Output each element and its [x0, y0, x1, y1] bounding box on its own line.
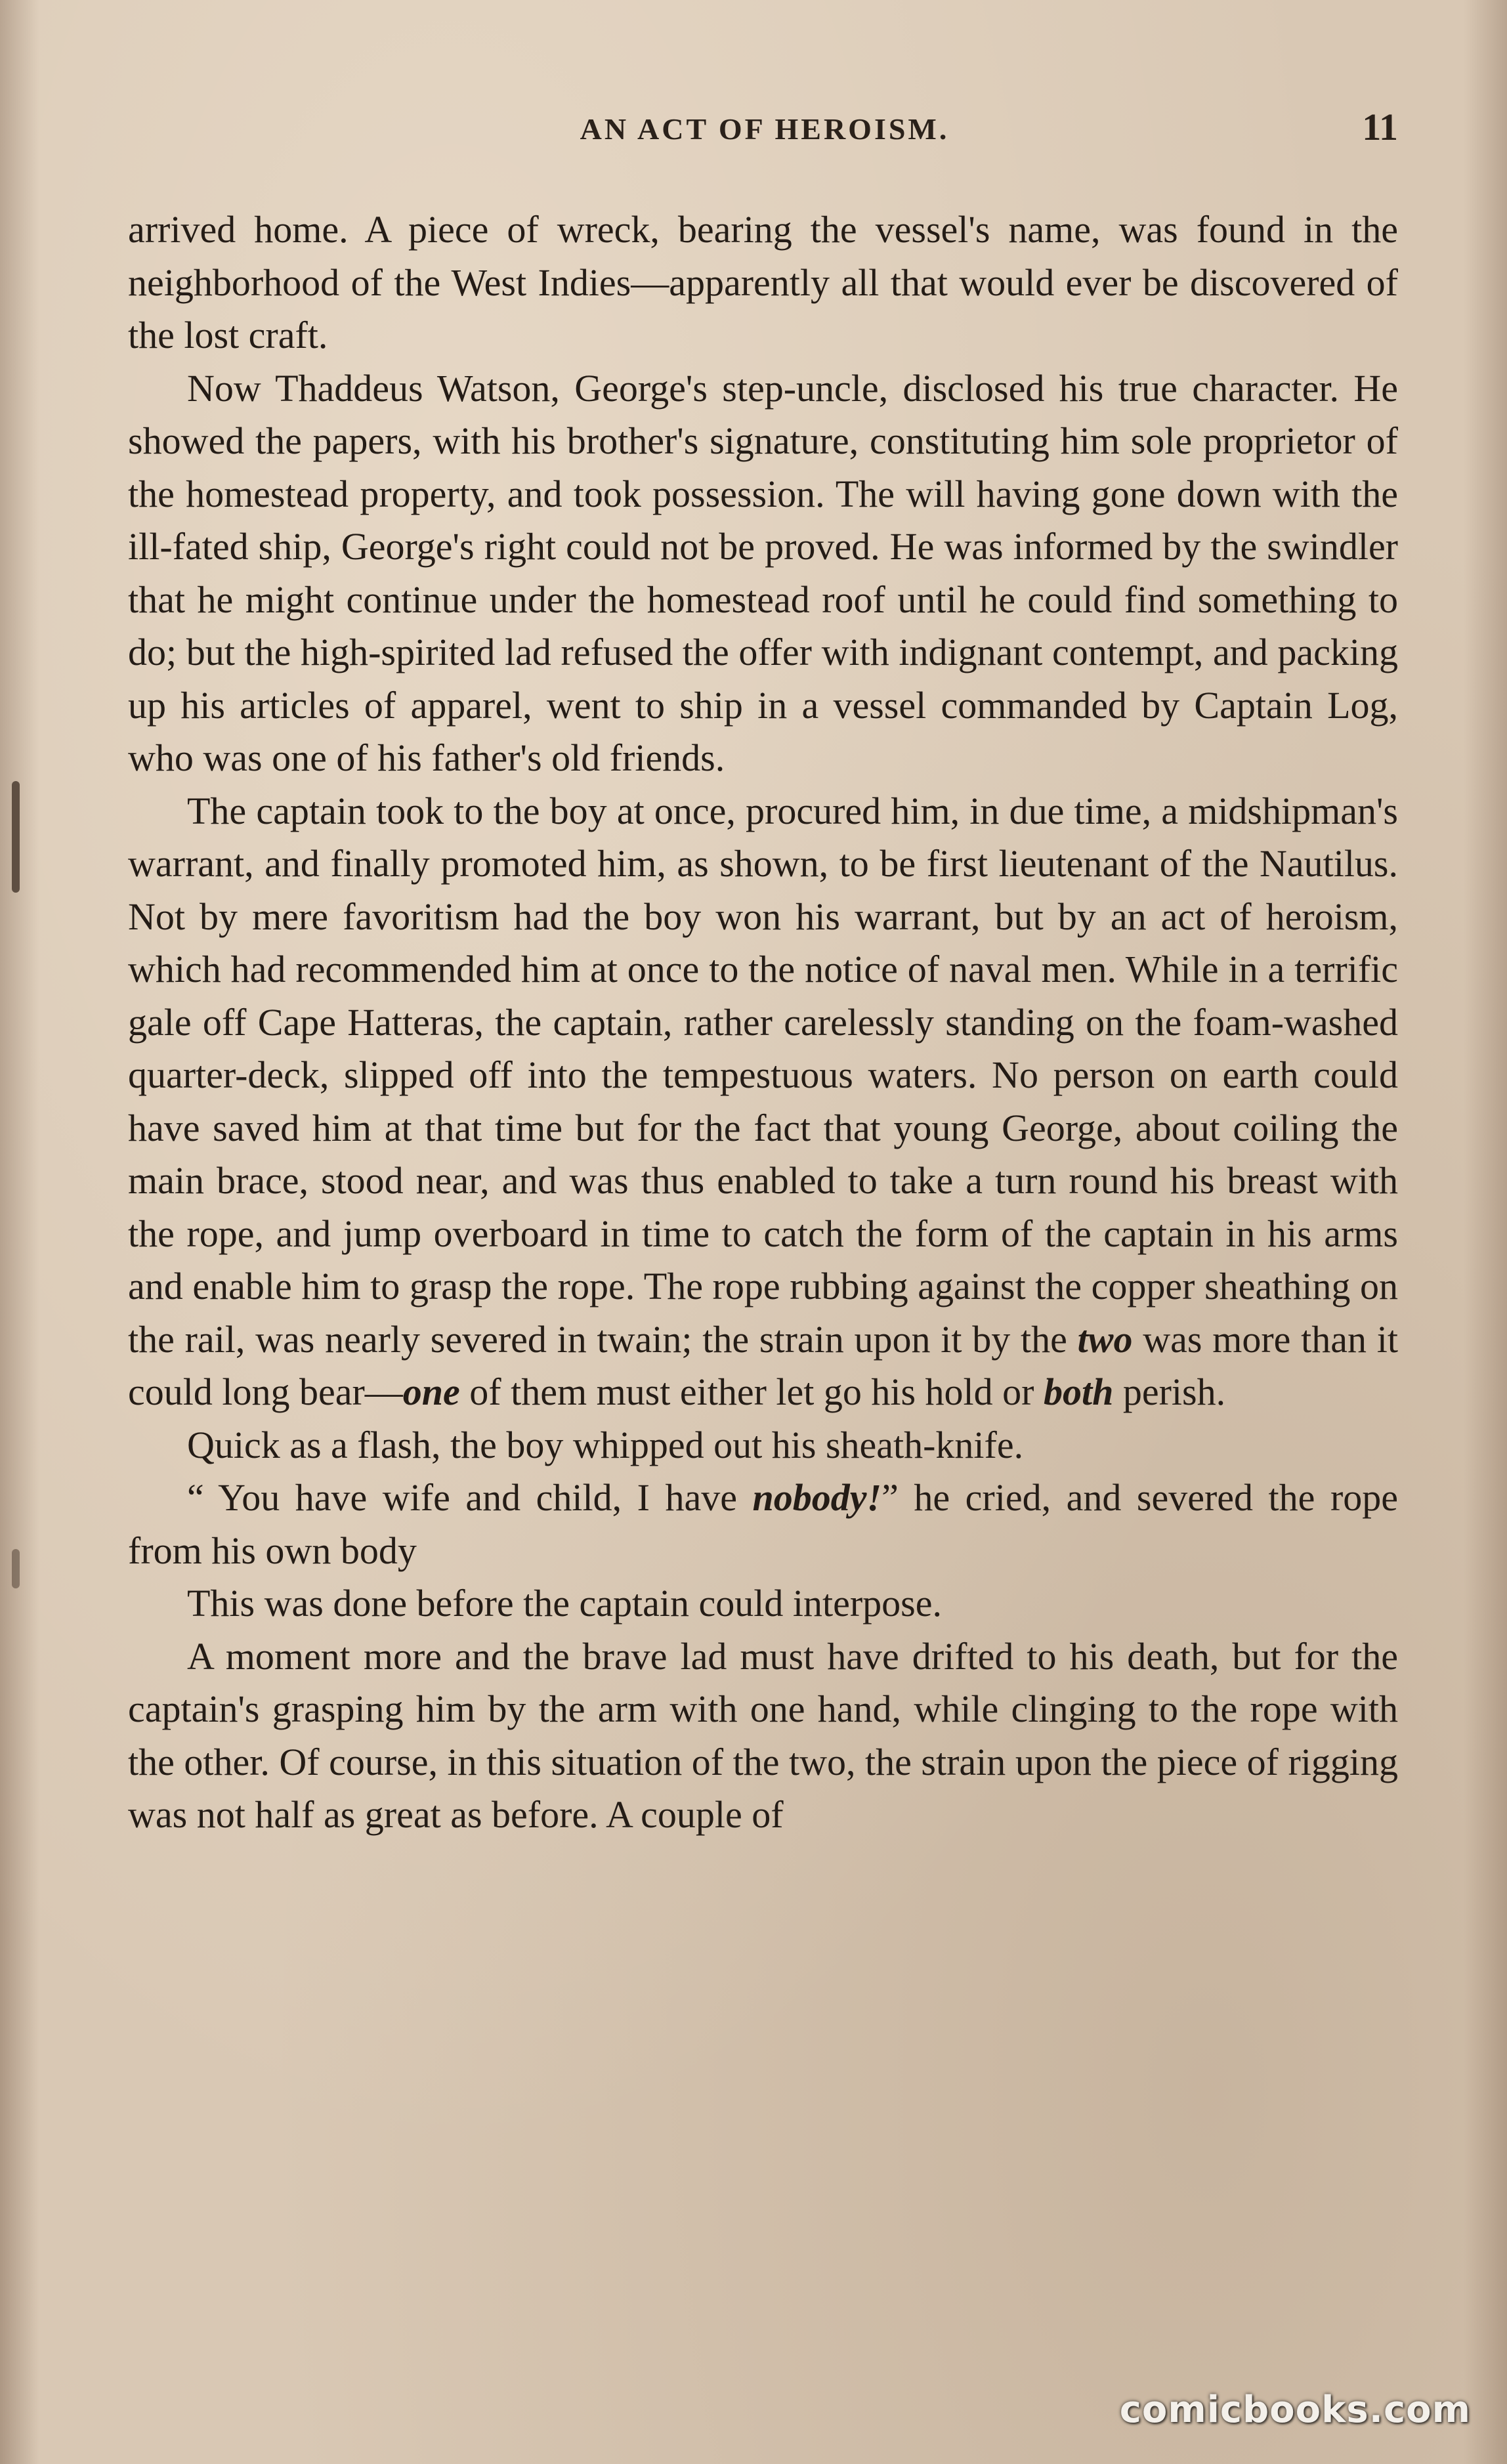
watermark-text: comicbooks.com [1119, 2389, 1471, 2431]
paragraph [128, 1472, 1398, 1577]
paragraph-text: perish. [1122, 1370, 1226, 1413]
italic-emphasis: both [1043, 1370, 1114, 1413]
paragraph-text: was more than it could long bear— [128, 1317, 1398, 1413]
italic-emphasis: one [402, 1370, 460, 1413]
dialogue-text: “ You have wife and child, I have [187, 1476, 737, 1519]
paragraph: arrived home. A piece of wreck, bearing the vessel's name, was found in the neighborhood of the West Indies—apparently all that would ever be discovered of the lost craft. [128, 208, 1398, 356]
italic-emphasis: two [1077, 1317, 1133, 1361]
dialogue-text: ” he cried, and severed the rope from his own body [128, 1476, 1398, 1572]
paragraph: Quick as a flash, the boy whipped out his sheath-knife. [187, 1423, 1024, 1466]
paragraph: A moment more and the brave lad must have drifted to his death, but for the captain's grasping him by the arm with one hand, while clinging to the rope with the other. Of course, in this situation of the two, the strain upon the piece of rigging was not half as great as before. A couple of [128, 1634, 1398, 1836]
binding-thread-mark [12, 781, 20, 893]
paragraph-text: The captain took to the boy at once, procured him, in due time, a midshipman's warrant, and finally promoted him, as shown, to be first lieutenant of the Nautilus. Not by mere favoritism had the boy won his warrant, but by an act of heroism, which had recommended him at once to the notice of naval men. While in a terrific gale off Cape Hatteras, the captain, rather carelessly standing on the foam-washed quarter-deck, slipped off into the tempestuous waters. No person on earth could have saved him at that time but for the fact that young George, about coiling the main brace, stood near, and was thus enabled to take a turn round his breast with the rope, and jump overboard in time to catch the form of the captain in his arms and enable him to grasp the rope. The rope rubbing against the copper sheathing on the rail, was nearly severed in twain; the strain upon it by the [128, 789, 1398, 1361]
page-number: 11 [1362, 106, 1398, 148]
italic-emphasis: nobody! [752, 1476, 882, 1519]
binding-thread-mark [12, 1549, 20, 1588]
paragraph: This was done before the captain could interpose. [187, 1582, 942, 1625]
paragraph-text: of them must either let go his hold or [469, 1370, 1034, 1413]
page-body [128, 203, 1398, 1842]
paragraph [128, 785, 1398, 1419]
running-title: AN ACT OF HEROISM. [580, 112, 950, 146]
page-header [125, 98, 1405, 151]
paragraph: Now Thaddeus Watson, George's step-uncle, disclosed his true character. He showed the papers, with his brother's signature, constituting him sole proprietor of the homestead property, and took possession. The will having gone down with the ill-fated ship, George's right could not be proved. He was informed by the swindler that he might continue under the homestead roof until he could find something to do; but the high-spirited lad refused the offer with indignant contempt, and packing up his articles of apparel, went to ship in a vessel commanded by Captain Log, who was one of his father's old friends. [128, 366, 1398, 779]
